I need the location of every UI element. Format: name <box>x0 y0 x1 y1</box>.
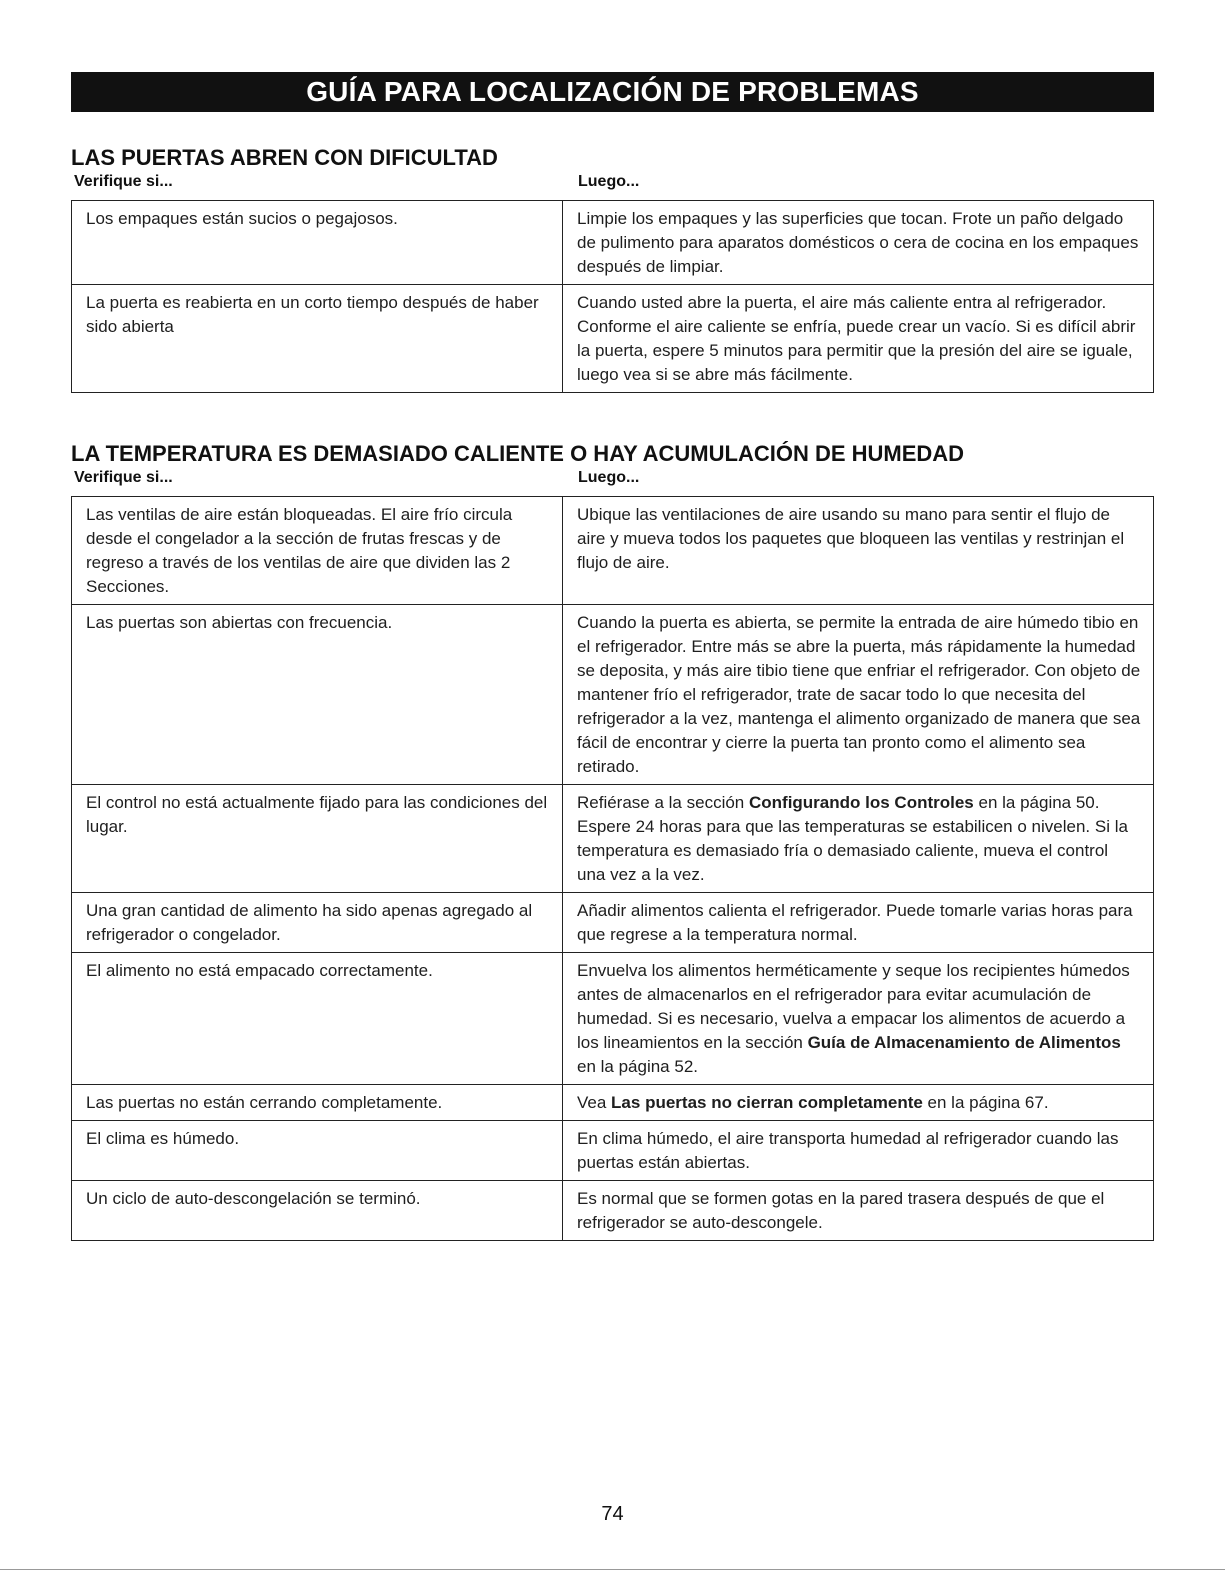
section-heading: LAS PUERTAS ABREN CON DIFICULTAD <box>71 145 498 170</box>
table-row <box>72 1085 1154 1121</box>
check-cell: Las puertas son abiertas con frecuencia. <box>72 605 563 785</box>
column-headers <box>71 467 1154 491</box>
table-row <box>72 201 1154 285</box>
section-heading: LA TEMPERATURA ES DEMASIADO CALIENTE O HAY ACUMULACIÓN DE HUMEDAD <box>71 441 965 466</box>
table-row <box>72 785 1154 893</box>
action-cell: Es normal que se formen gotas en la pared trasera después de que el refrigerador se auto-descongele. <box>563 1181 1154 1241</box>
action-text: en la página 50. <box>973 793 1100 812</box>
column-header-check: Verifique si... <box>74 173 173 190</box>
table-row <box>72 497 1154 605</box>
check-cell: El control no está actualmente fijado para las condiciones del lugar. <box>72 785 563 893</box>
check-cell: Un ciclo de auto-descongelación se terminó. <box>72 1181 563 1241</box>
table-row <box>72 953 1154 1085</box>
action-text: Refiérase a la sección <box>577 793 749 812</box>
action-text: Vea <box>577 1093 612 1112</box>
action-cell: Ubique las ventilaciones de aire usando su mano para sentir el flujo de aire y mueva todos los paquetes que bloqueen las ventilas y restrinjan el flujo de aire. <box>563 497 1154 605</box>
table-row <box>72 605 1154 785</box>
table-row <box>72 285 1154 393</box>
check-cell: Los empaques están sucios o pegajosos. <box>72 201 563 285</box>
action-text: en la página 52. <box>577 1057 698 1076</box>
action-cell: Cuando la puerta es abierta, se permite la entrada de aire húmedo tibio en el refrigerador. Entre más se abre la puerta, más rápidamente la humedad se deposita, y más aire tibio tiene que enfriar el refrigerador. Con objeto de mantener frío el refrigerador, trate de sacar todo lo que necesita del refrigerador a la vez, mantenga el alimento organizado de manera que sea fácil de encontrar y cierre la puerta tan pronto como el alimento sea retirado. <box>563 605 1154 785</box>
table-row <box>72 893 1154 953</box>
section-temperature-humidity <box>71 441 1154 1241</box>
action-cell: Cuando usted abre la puerta, el aire más caliente entra al refrigerador. Conforme el aire caliente se enfría, puede crear un vacío. Si es difícil abrir la puerta, espere 5 minutos para permitir que la presión del aire se iguale, luego vea si se abre más fácilmente. <box>563 285 1154 393</box>
check-cell: Las puertas no están cerrando completamente. <box>72 1085 563 1121</box>
check-cell: El clima es húmedo. <box>72 1121 563 1181</box>
action-cell <box>563 1085 1154 1121</box>
action-text: Envuelva los alimentos herméticamente y seque los recipientes húmedos antes de almacenarlos en el refrigerador para evitar acumulación de humedad. Si es necesario, vuelva a empacar los alimentos de acuerdo a los lineamientos en la sección <box>577 961 1130 1052</box>
page-title: GUÍA PARA LOCALIZACIÓN DE PROBLEMAS <box>71 72 1154 112</box>
section-reference: Configurando los Controles <box>748 793 974 812</box>
table-row <box>72 1121 1154 1181</box>
action-text: en la página 67. <box>922 1093 1049 1112</box>
troubleshooting-table <box>71 496 1154 1241</box>
action-cell <box>563 785 1154 893</box>
action-cell: Añadir alimentos calienta el refrigerador. Puede tomarle varias horas para que regrese a la temperatura normal. <box>563 893 1154 953</box>
table-row <box>72 1181 1154 1241</box>
column-header-then: Luego... <box>578 469 640 486</box>
page-edge-divider <box>0 1569 1225 1570</box>
section-doors-hard-to-open <box>71 145 1154 393</box>
section-reference: Las puertas no cierran completamente <box>611 1093 923 1112</box>
column-header-check: Verifique si... <box>74 469 173 486</box>
section-reference: Guía de Almacenamiento de Alimentos <box>807 1033 1121 1052</box>
check-cell: La puerta es reabierta en un corto tiempo después de haber sido abierta <box>72 285 563 393</box>
action-cell: En clima húmedo, el aire transporta humedad al refrigerador cuando las puertas están abiertas. <box>563 1121 1154 1181</box>
action-cell: Limpie los empaques y las superficies que tocan. Frote un paño delgado de pulimento para aparatos domésticos o cera de cocina en los empaques después de limpiar. <box>563 201 1154 285</box>
check-cell: Las ventilas de aire están bloqueadas. El aire frío circula desde el congelador a la sección de frutas frescas y de regreso a través de los ventilas de aire que dividen las 2 Secciones. <box>72 497 563 605</box>
column-header-then: Luego... <box>578 173 640 190</box>
check-cell: El alimento no está empacado correctamente. <box>72 953 563 1085</box>
troubleshooting-table <box>71 200 1154 393</box>
action-cell <box>563 953 1154 1085</box>
column-headers <box>71 171 1154 195</box>
check-cell: Una gran cantidad de alimento ha sido apenas agregado al refrigerador o congelador. <box>72 893 563 953</box>
page-number: 74 <box>601 1503 624 1525</box>
action-text: Espere 24 horas para que las temperaturas se estabilicen o nivelen. Si la temperatura es demasiado fría o demasiado caliente, mueva el control una vez a la vez. <box>577 817 1128 884</box>
